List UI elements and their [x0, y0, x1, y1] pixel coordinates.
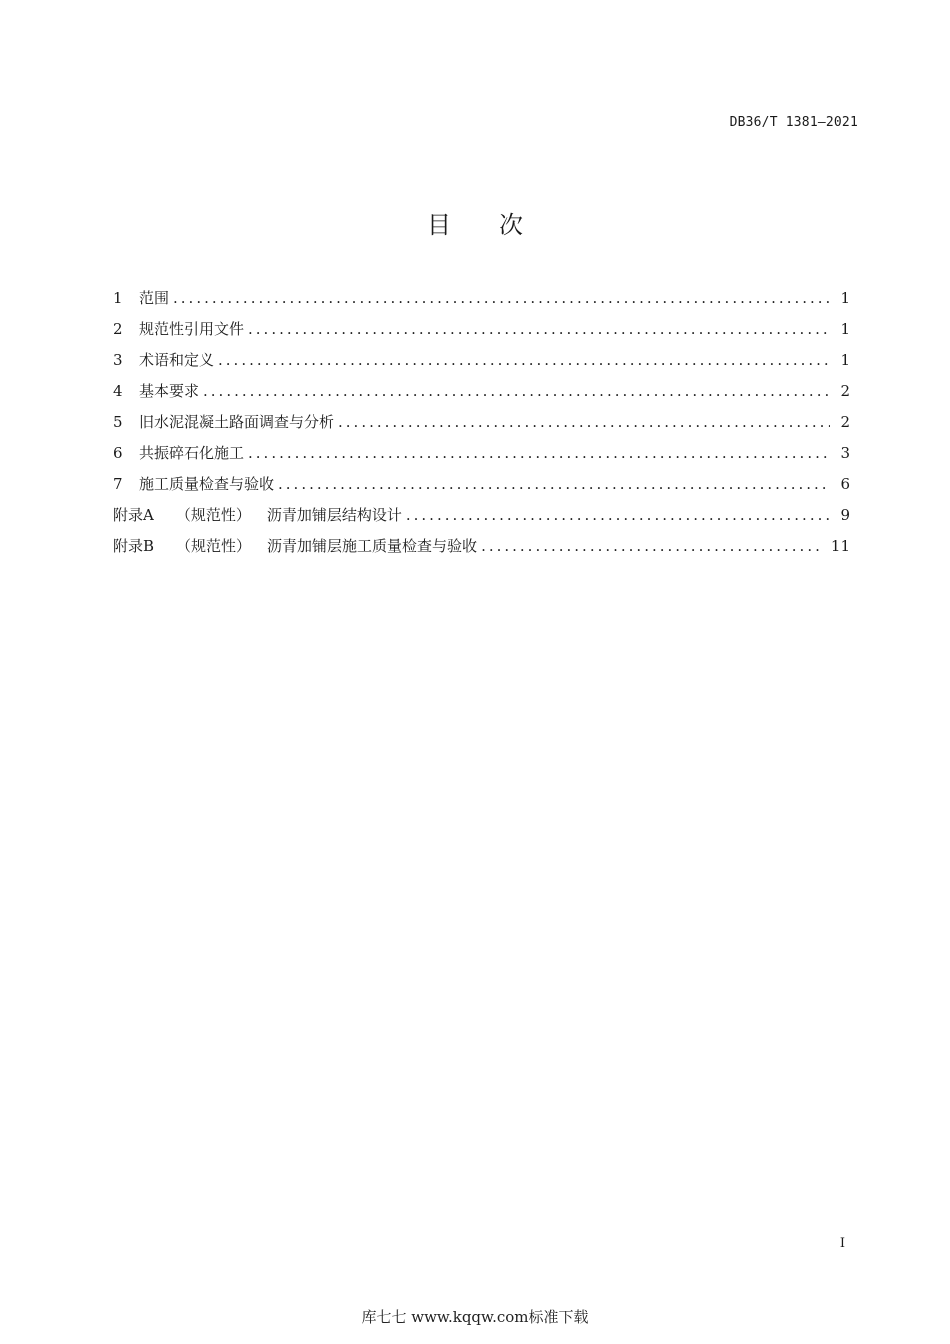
toc-appendix-title: 沥青加铺层结构设计	[266, 506, 402, 524]
toc-dot-leader	[248, 441, 830, 465]
toc-entry-title: 施工质量检查与验收	[139, 475, 275, 493]
toc-entry-number: 5	[113, 413, 123, 431]
toc-entry-page: 6	[840, 475, 850, 493]
toc-entry-title: 基本要求	[139, 382, 200, 400]
toc-entry-number: 6	[113, 444, 123, 462]
toc-entry[interactable]	[113, 379, 850, 410]
toc-entry-page: 11	[830, 537, 850, 555]
toc-entry-page: 1	[840, 289, 850, 307]
toc-dot-leader	[278, 472, 830, 496]
toc-entry-number: 1	[113, 289, 123, 307]
toc-entry[interactable]	[113, 410, 850, 441]
toc-entry-title: 规范性引用文件	[139, 320, 245, 338]
toc-entry-number: 4	[113, 382, 123, 400]
toc-entry-number: 3	[113, 351, 123, 369]
toc-entry-number: 2	[113, 320, 123, 338]
table-of-contents	[113, 286, 850, 565]
toc-appendix-tag: （规范性）	[175, 506, 251, 524]
toc-entry-page: 1	[840, 351, 850, 369]
toc-dot-leader	[218, 348, 830, 372]
toc-entry[interactable]	[113, 472, 850, 503]
toc-dot-leader	[248, 317, 830, 341]
toc-entry-title: 范围	[139, 289, 170, 307]
toc-entry-page: 2	[840, 382, 850, 400]
toc-entry-title: 旧水泥混凝土路面调查与分析	[139, 413, 335, 431]
toc-appendix-prefix: 附录A	[113, 506, 154, 524]
toc-entry-page: 2	[840, 413, 850, 431]
toc-dot-leader	[338, 410, 830, 434]
toc-appendix-entry[interactable]	[113, 534, 850, 565]
toc-dot-leader	[173, 286, 830, 310]
toc-entry-title: 共振碎石化施工	[139, 444, 245, 462]
toc-dot-leader	[406, 503, 830, 527]
toc-entry[interactable]	[113, 286, 850, 317]
toc-dot-leader	[203, 379, 830, 403]
toc-appendix-title: 沥青加铺层施工质量检查与验收	[267, 537, 478, 555]
toc-entry-number: 7	[113, 475, 123, 493]
toc-entry[interactable]	[113, 317, 850, 348]
toc-appendix-tag: （规范性）	[176, 537, 252, 555]
toc-appendix-prefix: 附录B	[113, 537, 155, 555]
page-number: I	[839, 1236, 845, 1251]
toc-entry[interactable]	[113, 348, 850, 379]
toc-appendix-entry[interactable]	[113, 503, 850, 534]
toc-entry-title: 术语和定义	[139, 351, 215, 369]
toc-title: 目次	[427, 211, 571, 239]
toc-entry-page: 3	[840, 444, 850, 462]
footer-watermark-text: 库七七 www.kqqw.com标准下载	[361, 1308, 589, 1326]
toc-entry-page: 1	[840, 320, 850, 338]
toc-entry[interactable]	[113, 441, 850, 472]
document-code: DB36/T 1381—2021	[729, 115, 858, 130]
toc-dot-leader	[481, 534, 823, 558]
toc-entry-page: 9	[840, 506, 850, 524]
